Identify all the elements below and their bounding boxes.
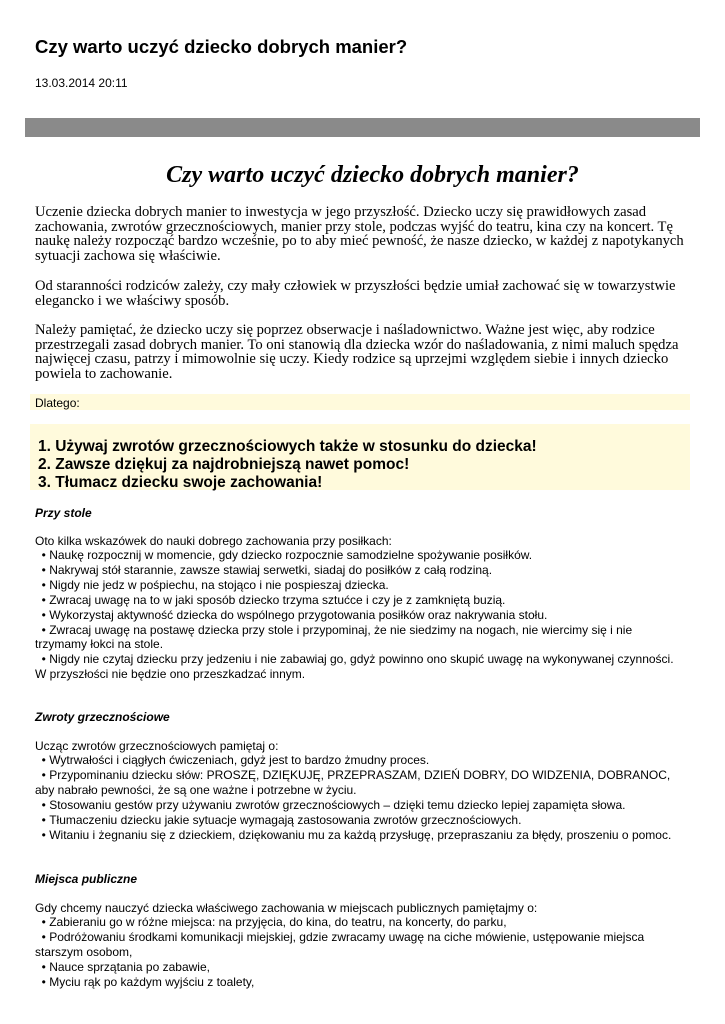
article-title: Czy warto uczyć dziecko dobrych manier? [166,162,579,188]
rule-item: 2. Zawsze dziękuj za najdrobniejszą nawet pomoc! [38,456,410,473]
bullet-item: • Nigdy nie czytaj dziecku przy jedzeniu i nie zabawiaj go, gdyż powinno ono skupić uwagę na wykonywanej czynności. W przyszłości nie będzie ono przeszkadzać innym. [35,652,685,682]
bullet-item: • Witaniu i żegnaniu się z dzieckiem, dziękowaniu mu za każdą przysługę, przepraszaniu za błędy, proszeniu o pomoc. [35,828,685,843]
section-bullet-list [35,548,685,682]
section-bullet-list [35,753,685,842]
section-bullet-list [35,915,685,990]
section-intro: Gdy chcemy nauczyć dziecka właściwego zachowania w miejscach publicznych pamiętajmy o: [35,901,538,915]
bullet-item: • Przypominaniu dziecku słów: PROSZĘ, DZIĘKUJĘ, PRZEPRASZAM, DZIEŃ DOBRY, DO WIDZENIA, DOBRANOC, aby nabrało pewności, że są one ważne i potrzebne w życiu. [35,768,685,798]
page-header-title: Czy warto uczyć dziecko dobrych manier? [35,36,408,57]
bullet-item: • Nauce sprzątania po zabawie, [35,960,685,975]
lead-highlight [30,394,690,410]
bullet-item: • Zwracaj uwagę na to w jaki sposób dziecko trzyma sztućce i czy je z zamkniętą buzią. [35,593,685,608]
rule-item: 1. Używaj zwrotów grzecznościowych także w stosunku do dziecka! [38,438,537,455]
bullet-item: • Podróżowaniu środkami komunikacji miejskiej, gdzie zwracamy uwagę na ciche mówienie, ustępowanie miejsca starszym osobom, [35,930,685,960]
lead-label: Dlatego: [35,396,80,410]
article-paragraph: Należy pamiętać, że dziecko uczy się poprzez obserwacje i naśladownictwo. Ważne jest więc, aby rodzice przestrzegali zasad dobrych manier. To oni stanowią dla dziecka wzór do naśladowania, z nimi maluch spędza najwięcej czasu, patrzy i mimowolnie się uczy. Kiedy rodzice są uprzejmi względem siebie i innych dziecko powiela to zachowanie. [35,322,679,383]
bullet-item: • Wykorzystaj aktywność dziecka do wspólnego przygotowania posiłków oraz nakrywania stołu. [35,608,685,623]
bullet-item: • Tłumaczeniu dziecku jakie sytuacje wymagają zastosowania zwrotów grzecznościowych. [35,813,685,828]
bullet-item: • Wytrwałości i ciągłych ćwiczeniach, gdyż jest to bardzo żmudny proces. [35,753,685,768]
rule-item: 3. Tłumacz dziecku swoje zachowania! [38,474,323,491]
article-paragraph: Od staranności rodziców zależy, czy mały człowiek w przyszłości będzie umiał zachować się w towarzystwie elegancko i we właściwy sposób. [35,278,676,309]
separator-bar [25,118,700,137]
bullet-item: • Myciu rąk po każdym wyjściu z toalety, [35,975,685,990]
section-intro: Ucząc zwrotów grzecznościowych pamiętaj o: [35,739,279,753]
rules-list [38,438,537,492]
article-paragraph: Uczenie dziecka dobrych manier to inwestycja w jego przyszłość. Dziecko uczy się prawidłowych zasad zachowania, zwrotów grzecznościowych, manier przy stole, podczas wyjść do teatru, kina czy na koncert. Tę naukę należy rozpocząć bardzo wcześnie, po to aby mieć pewność, że nasze dziecko, w każdej z napotykanych sytuacji zachowa się właściwie. [35,204,684,265]
bullet-item: • Stosowaniu gestów przy używaniu zwrotów grzecznościowych – dzięki temu dziecko lepiej zapamięta słowa. [35,798,685,813]
bullet-item: • Zwracaj uwagę na postawę dziecka przy stole i przypominaj, że nie siedzimy na nogach, nie wiercimy się i nie trzymamy łokci na stole. [35,623,685,653]
bullet-item: • Nigdy nie jedz w pośpiechu, na stojąco i nie pospieszaj dziecka. [35,578,685,593]
section-title-zwroty: Zwroty grzecznościowe [35,710,170,724]
bullet-item: • Zabieraniu go w różne miejsca: na przyjęcia, do kina, do teatru, na koncerty, do parku, [35,915,685,930]
section-intro: Oto kilka wskazówek do nauki dobrego zachowania przy posiłkach: [35,534,392,548]
section-title-miejsca-publiczne: Miejsca publiczne [35,872,138,886]
section-title-przy-stole: Przy stole [35,506,92,520]
bullet-item: • Naukę rozpocznij w momencie, gdy dziecko rozpocznie samodzielne spożywanie posiłków. [35,548,685,563]
bullet-item: • Nakrywaj stół starannie, zawsze stawiaj serwetki, siadaj do posiłków z całą rodziną. [35,563,685,578]
publish-date: 13.03.2014 20:11 [35,76,128,90]
